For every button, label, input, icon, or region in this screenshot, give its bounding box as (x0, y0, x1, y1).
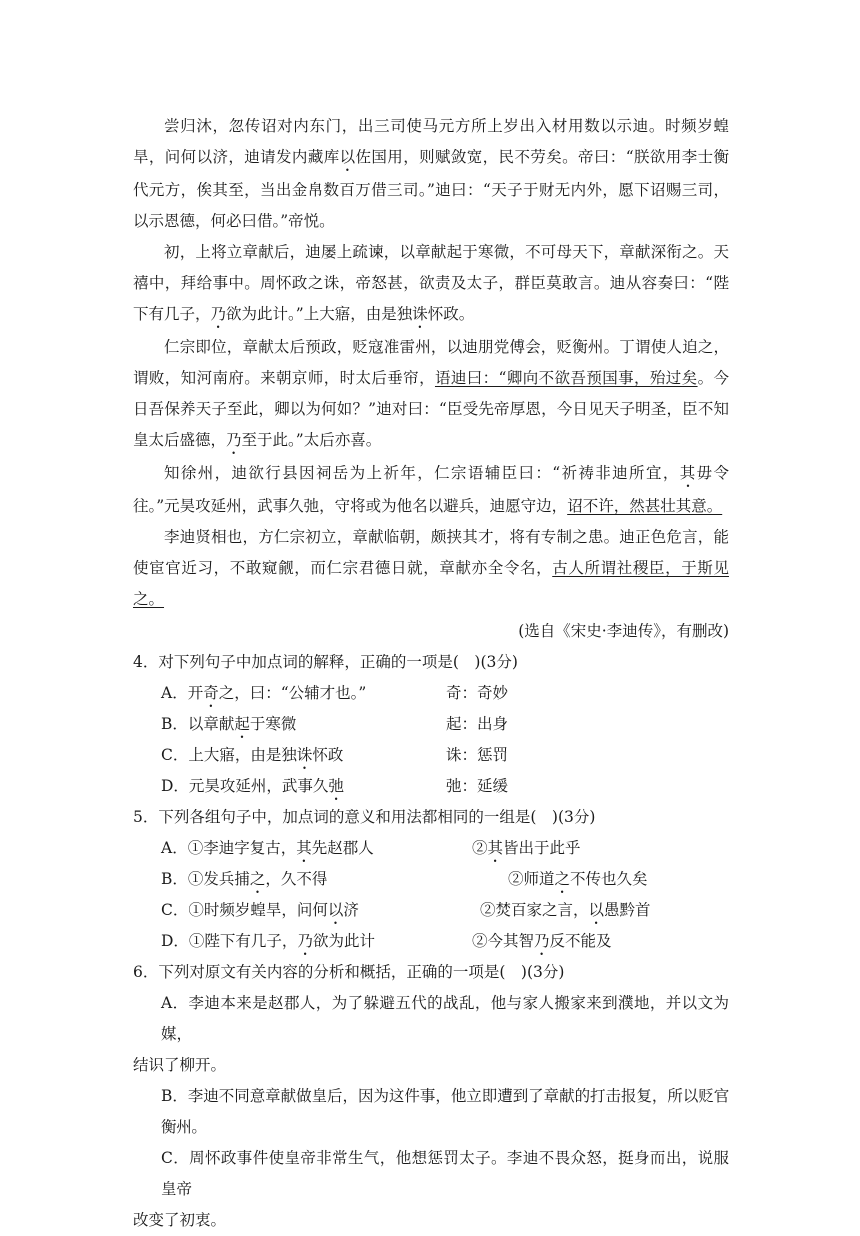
option-explanation: 起：出身 (446, 715, 509, 733)
dotted-word: 诛 (412, 305, 428, 323)
passage-paragraph-1: 尝归沐，忽传诏对内东门，出三司使马元方所上岁出入材用数以示迪。时频岁蝗旱，问何以济，迪请发内藏库以佐国用，则赋敛宽，民不劳矣。帝曰：“朕欲用李士衡代元方，俟其至，当出金帛数百万借三司。”迪曰：“天子于财无内外，愿下诏赐三司，以示恩德，何必曰借。”帝悦。 (133, 117, 729, 230)
dotted-word: 其 (679, 464, 697, 482)
passage-source: (选自《宋史·李迪传》，有删改) (518, 622, 729, 640)
option-explanation: 奇：奇妙 (446, 684, 509, 702)
dotted-word: 乃 (226, 431, 242, 449)
exam-content (133, 111, 729, 1236)
passage-paragraph-2: 初，上将立章献后，迪屡上疏谏，以章献起于寒微，不可母天下，章献深衔之。天禧中，拜给事中。周怀政之诛，帝怒甚，欲责及太子，群臣莫敢言。迪从容奏曰：“陛下有几子，乃欲为此计。”上大寤，由是独诛怀政。 (133, 243, 729, 323)
question-5-stem: 5．下列各组句子中，加点词的意义和用法都相同的一组是( )(3分) (133, 808, 596, 826)
dotted-word: 以 (339, 148, 356, 166)
dotted-word: 之 (554, 870, 571, 888)
question-4-option-b: B．以章献起于寒微 起：出身 (133, 709, 729, 740)
dotted-word: 奇 (203, 684, 219, 702)
question-6-option-c: C．周怀政事件使皇帝非常生气，他想惩罚太子。李迪不畏众怒，挺身而出，说服皇帝 改变了初衷。 (133, 1149, 729, 1229)
dotted-word: 乃 (534, 932, 550, 950)
question-4-option-a: A．开奇之，曰：“公辅才也。” 奇：奇妙 (133, 678, 729, 709)
dotted-word: 其 (487, 839, 504, 857)
underlined-sentence: 诏不许，然甚壮其意。 (567, 497, 723, 515)
question-5-option-b: B．①发兵捕之，久不得 ②师道之不传也久矣 (161, 870, 648, 888)
question-5-option-d: D．①陛下有几子，乃欲为此计 ②今其智乃反不能及 (161, 932, 612, 950)
option-explanation: 诛：惩罚 (446, 746, 509, 764)
dotted-word: 以 (327, 901, 344, 919)
dotted-word: 诛 (296, 746, 313, 764)
question-4-option-c: C．上大寤，由是独诛怀政 诛：惩罚 (133, 740, 729, 771)
dotted-word: 起 (234, 715, 250, 733)
passage-paragraph-5: 李迪贤相也，方仁宗初立，章献临朝，颇挟其才，将有专制之患。迪正色危言，能使宦官近习，不敢窥觎，而仁宗君德日就，章献亦全令名，古人所谓社稷臣，于斯见之。 (133, 528, 729, 608)
question-6-option-b: B．李迪不同意章献做皇后，因为这件事，他立即遭到了章献的打击报复，所以贬官衡州。 (161, 1087, 729, 1136)
dotted-word: 以 (588, 901, 605, 919)
question-6-stem: 6．下列对原文有关内容的分析和概括，正确的一项是( )(3分) (133, 963, 565, 981)
dotted-word: 弛 (328, 777, 344, 795)
question-5-option-a: A．①李迪字复古，其先赵郡人 ②其皆出于此乎 (161, 839, 581, 857)
underlined-sentence: 语迪曰：“卿向不欲吾预国事，殆过矣 (434, 369, 698, 387)
question-5-option-c: C．①时频岁蝗旱，问何以济 ②焚百家之言，以愚黔首 (161, 901, 651, 919)
passage-paragraph-3: 仁宗即位，章献太后预政，贬寇准雷州，以迪朋党傅会，贬衡州。丁谓使人迫之，谓败，知河南府。来朝京师，时太后垂帘，语迪曰：“卿向不欲吾预国事，殆过矣。今日吾保养天子至此，卿以为何如？”迪对曰：“臣受先帝厚恩，今日见天子明圣，臣不知皇太后盛德，乃至于此。”太后亦喜。 (133, 338, 729, 449)
underlined-sentence: 古人所谓社稷臣，于斯见之。 (133, 559, 729, 608)
dotted-word: 乃 (210, 305, 227, 323)
dotted-word: 乃 (297, 932, 313, 950)
question-6-option-a: A．李迪本来是赵郡人，为了躲避五代的战乱，他与家人搬家来到濮地，并以文为媒， 结识了柳开。 (133, 994, 729, 1074)
dotted-word: 其 (296, 839, 312, 857)
option-explanation: 弛：延缓 (446, 777, 509, 795)
passage-paragraph-4: 知徐州，迪欲行县因祠岳为上祈年，仁宗语辅臣曰：“祈祷非迪所宜，其毋令往。”元昊攻延州，武事久弛，守将或为他名以避兵，迪愿守边，诏不许，然甚壮其意。 (133, 464, 729, 515)
question-4-option-d: D．元昊攻延州，武事久弛 弛：延缓 (133, 771, 729, 802)
question-4-stem: 4．对下列句子中加点词的解释，正确的一项是( )(3分) (133, 653, 518, 671)
dotted-word: 之 (249, 870, 266, 888)
